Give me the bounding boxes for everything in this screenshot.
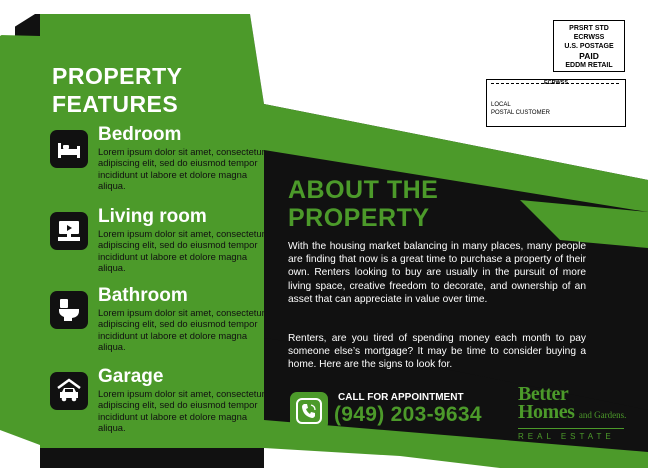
feature-description: Lorem ipsum dolor sit amet, consectetur adipiscing elit, sed do eiusmod tempor incididunt ut labore et dolore magna aliqua.	[98, 307, 265, 353]
address-header: ECRWSS	[543, 80, 569, 86]
car-garage-icon	[50, 372, 88, 410]
feature-title: Bathroom	[98, 285, 188, 306]
feature-description: Lorem ipsum dolor sit amet, consectetur adipiscing elit, sed do eiusmod tempor incididunt ut labore et dolore magna aliqua.	[98, 388, 265, 434]
logo-line2	[518, 403, 630, 424]
call-label: CALL FOR APPOINTMENT	[338, 392, 464, 403]
postage-line3: U.S. POSTAGE	[564, 43, 614, 50]
feature-title: Garage	[98, 366, 164, 387]
feature-description: Lorem ipsum dolor sit amet, consectetur adipiscing elit, sed do eiusmod tempor incididunt ut labore et dolore magna aliqua.	[98, 228, 265, 274]
logo-line2-main: Homes	[518, 401, 575, 423]
toilet-icon	[50, 291, 88, 329]
brand-logo	[518, 385, 630, 441]
about-title	[288, 176, 588, 232]
address-line1: LOCAL	[491, 102, 511, 108]
phone-icon	[290, 392, 328, 430]
logo-line1: Better	[518, 383, 569, 405]
features-title-line2: FEATURES	[52, 91, 179, 117]
address-line2: POSTAL CUSTOMER	[491, 110, 550, 116]
address-block	[486, 79, 626, 127]
features-title	[52, 62, 252, 118]
green-wing-left	[0, 35, 40, 468]
postage-line1: PRSRT STD	[569, 25, 609, 32]
postage-line5: EDDM RETAIL	[565, 62, 613, 69]
postage-indicia	[553, 20, 625, 72]
about-title-line2: PROPERTY	[288, 204, 430, 232]
about-paragraph-2: Renters, are you tired of spending money each month to pay someone else’s mortgage? It may be time to consider buying a home. Here are the signs to look for.	[288, 333, 586, 371]
bed-icon	[50, 130, 88, 168]
phone-number[interactable]: (949) 203-9634	[334, 403, 482, 426]
logo-rule	[518, 428, 624, 429]
feature-title: Bedroom	[98, 124, 182, 145]
logo-line2-small: and Gardens.	[578, 410, 627, 420]
about-title-line1: ABOUT THE	[288, 176, 439, 204]
feature-description: Lorem ipsum dolor sit amet, consectetur adipiscing elit, sed do eiusmod tempor incididunt ut labore et dolore magna aliqua.	[98, 146, 265, 192]
postage-line2: ECRWSS	[573, 34, 605, 41]
tv-icon	[50, 212, 88, 250]
logo-line3: REAL ESTATE	[518, 432, 615, 441]
features-title-line1: PROPERTY	[52, 63, 183, 89]
about-paragraph-1: With the housing market balancing in many places, many people are finding that now is a great time to purchase a property of their own. Renters looking to buy are usually in the pursuit of more living space, creative freedom to decorate, and ownership of an asset that can appreciate in value over time.	[288, 241, 586, 305]
feature-title: Living room	[98, 206, 207, 227]
postage-line4: PAID	[579, 51, 599, 61]
